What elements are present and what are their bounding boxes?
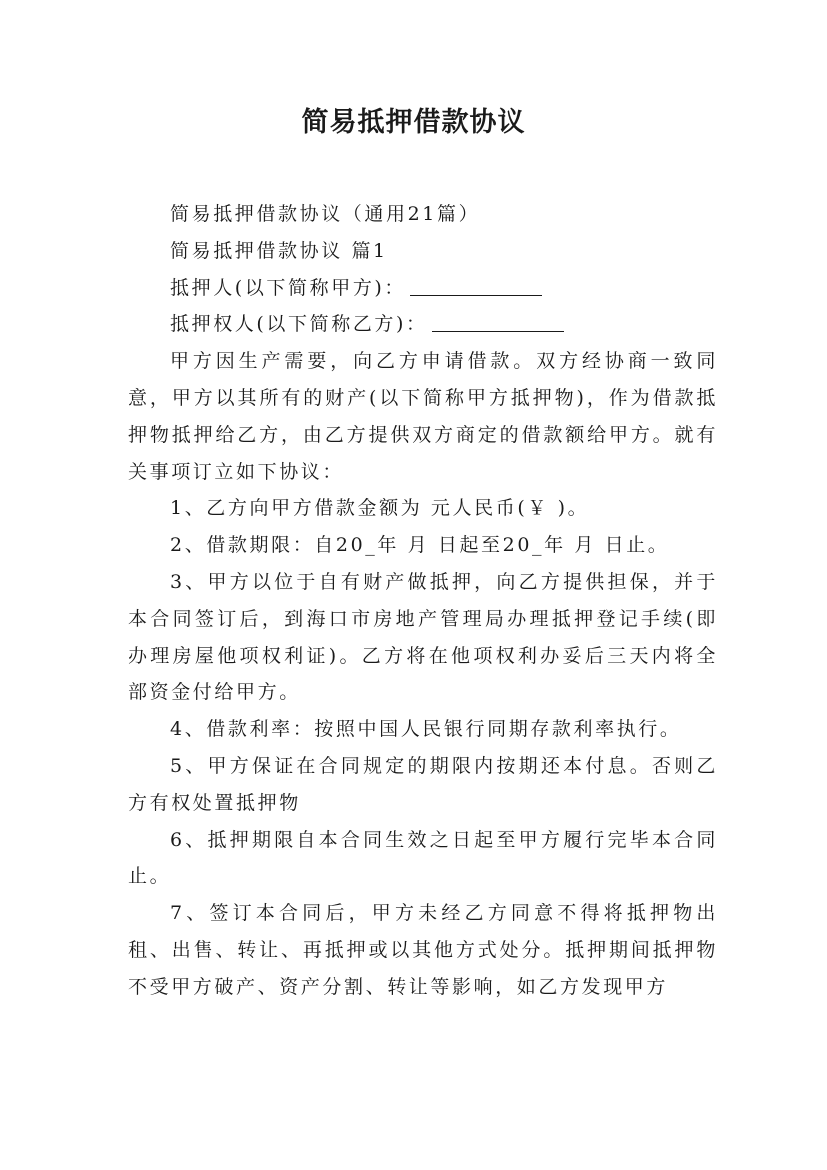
paragraph-text: 甲方因生产需要，向乙方申请借款。双方经协商一致同意，甲方以其所有的财产(以下简称甲方抵押物)，作为借款抵押物抵押给乙方，由乙方提供双方商定的借款额给甲方。就有关事项订立如下协议： xyxy=(128,350,718,483)
fill-in-blank xyxy=(432,311,564,332)
paragraph-text: 5、甲方保证在合同规定的期限内按期还本付息。否则乙方有权处置抵押物 xyxy=(128,754,718,814)
document-body xyxy=(128,196,718,1006)
paragraph-text: 简易抵押借款协议（通用21篇） xyxy=(170,203,481,225)
paragraph-party-a xyxy=(128,270,718,307)
paragraph-text: 2、借款期限：自20_年 月 日起至20_年 月 日止。 xyxy=(170,534,670,557)
clause-2 xyxy=(128,527,718,564)
paragraph-text: 抵押人(以下简称甲方)： xyxy=(170,276,407,299)
fill-in-blank xyxy=(410,275,542,296)
clause-6 xyxy=(128,822,718,896)
paragraph-heading xyxy=(128,196,718,233)
clause-5 xyxy=(128,748,718,822)
paragraph-text: 7、签订本合同后，甲方未经乙方同意不得将抵押物出租、出售、转让、再抵押或以其他方式处分。抵押期间抵押物不受甲方破产、资产分割、转让等影响，如乙方发现甲方 xyxy=(128,902,718,998)
document-title: 简易抵押借款协议 xyxy=(301,107,526,138)
paragraph-party-b xyxy=(128,306,718,343)
paragraph-section-title xyxy=(128,233,718,270)
clause-4 xyxy=(128,711,718,748)
paragraph-text: 4、借款利率：按照中国人民银行同期存款利率执行。 xyxy=(170,718,682,741)
paragraph-text: 3、甲方以位于自有财产做抵押，向乙方提供担保，并于本合同签订后，到海口市房地产管理局办理抵押登记手续(即办理房屋他项权利证)。乙方将在他项权利办妥后三天内将全部资金付给甲方。 xyxy=(128,570,718,704)
paragraph-text: 1、乙方向甲方借款金额为 元人民币(￥ )。 xyxy=(170,497,590,520)
clause-7 xyxy=(128,895,718,1005)
paragraph-intro xyxy=(128,343,718,490)
clause-3 xyxy=(128,564,718,711)
paragraph-text: 6、抵押期限自本合同生效之日起至甲方履行完毕本合同止。 xyxy=(128,828,718,888)
paragraph-text: 抵押权人(以下简称乙方)： xyxy=(170,313,428,336)
clause-1 xyxy=(128,490,718,527)
paragraph-text: 简易抵押借款协议 篇1 xyxy=(170,239,388,262)
